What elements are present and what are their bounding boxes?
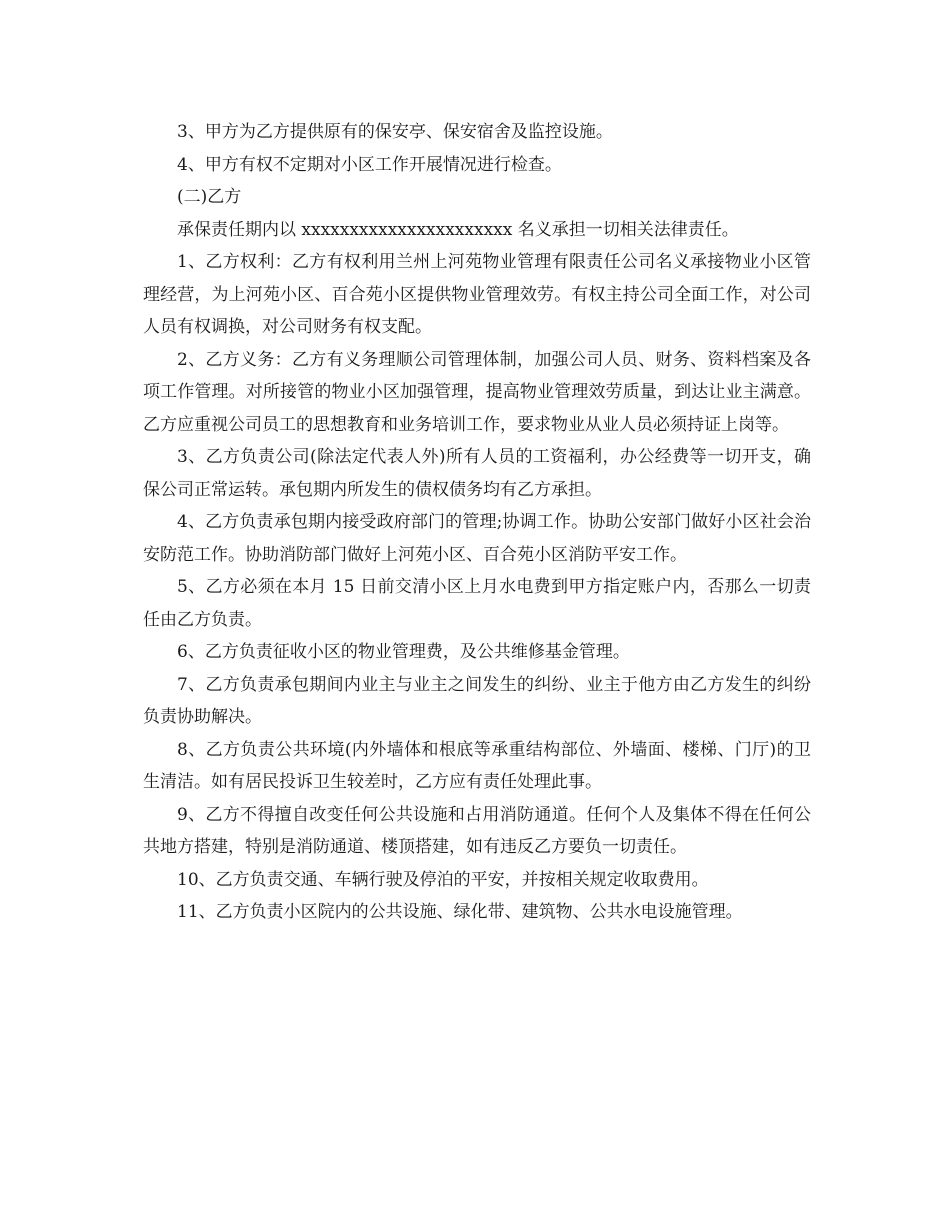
clause-party-b-4: 4、乙方负责承包期内接受政府部门的管理;协调工作。协助公安部门做好小区社会治安防范工作。协助消防部门做好上河苑小区、百合苑小区消防平安工作。 bbox=[143, 512, 811, 565]
clause-party-b-9: 9、乙方不得擅自改变任何公共设施和占用消防通道。任何个人及集体不得在任何公共地方搭建，特别是消防通道、楼顶搭建，如有违反乙方要负一切责任。 bbox=[143, 804, 811, 857]
clause-party-b-3: 3、乙方负责公司(除法定代表人外)所有人员的工资福利，办公经费等一切开支，确保公司正常运转。承包期内所发生的债权债务均有乙方承担。 bbox=[143, 447, 811, 500]
clause-party-b-8: 8、乙方负责公共环境(内外墙体和根底等承重结构部位、外墙面、楼梯、门厅)的卫生清洁。如有居民投诉卫生较差时，乙方应有责任处理此事。 bbox=[143, 739, 811, 792]
clause-party-b-2: 2、乙方义务：乙方有义务理顺公司管理体制，加强公司人员、财务、资料档案及各项工作管理。对所接管的物业小区加强管理，提高物业管理效劳质量，到达让业主满意。乙方应重视公司员工的思想教育和业务培训工作，要求物业从业人员必须持证上岗等。 bbox=[143, 349, 811, 435]
section-heading-party-b: (二)乙方 bbox=[177, 187, 242, 207]
liability-statement: 承保责任期内以 xxxxxxxxxxxxxxxxxxxxxx 名义承担一切相关法律责任。 bbox=[177, 219, 739, 240]
document-body bbox=[143, 116, 811, 929]
clause-party-b-7: 7、乙方负责承包期间内业主与业主之间发生的纠纷、业主于他方由乙方发生的纠纷负责协助解决。 bbox=[143, 674, 811, 727]
clause-party-b-11: 11、乙方负责小区院内的公共设施、绿化带、建筑物、公共水电设施管理。 bbox=[177, 902, 743, 922]
clause-party-b-6: 6、乙方负责征收小区的物业管理费，及公共维修基金管理。 bbox=[177, 642, 630, 662]
clause-party-b-10: 10、乙方负责交通、车辆行驶及停泊的平安，并按相关规定收取费用。 bbox=[177, 869, 709, 890]
clause-party-b-5: 5、乙方必须在本月 15 日前交清小区上月水电费到甲方指定账户内，否那么一切责任由乙方负责。 bbox=[143, 577, 811, 630]
clause-party-a-4: 4、甲方有权不定期对小区工作开展情况进行检查。 bbox=[177, 154, 562, 175]
clause-party-a-3: 3、甲方为乙方提供原有的保安亭、保安宿舍及监控设施。 bbox=[177, 122, 613, 142]
clause-party-b-1: 1、乙方权利：乙方有权利用兰州上河苑物业管理有限责任公司名义承接物业小区管理经营，为上河苑小区、百合苑小区提供物业管理效劳。有权主持公司全面工作，对公司人员有权调换，对公司财务有权支配。 bbox=[143, 252, 811, 337]
